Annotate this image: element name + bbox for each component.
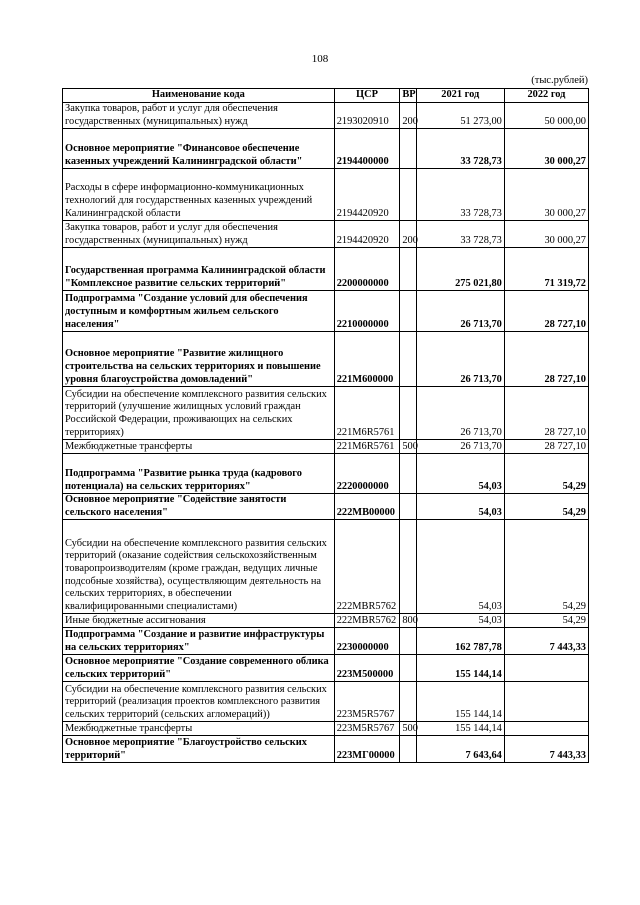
cell-y2022: 54,29 (504, 454, 588, 494)
units-label: (тыс.рублей) (531, 75, 588, 86)
cell-csr: 2210000000 (334, 291, 400, 332)
cell-vr (400, 628, 416, 655)
cell-name: Межбюджетные трансферты (63, 722, 335, 736)
cell-vr (400, 494, 416, 520)
table-header-row (63, 89, 589, 103)
cell-y2022 (504, 722, 588, 736)
cell-vr (400, 332, 416, 387)
cell-csr: 2194400000 (334, 129, 400, 169)
cell-name: Основное мероприятие "Создание современного облика сельских территорий" (63, 655, 335, 682)
cell-name: Расходы в сфере информационно-коммуникационных технологий для государственных казенных учреждений Калининградской области (63, 169, 335, 221)
cell-y2022: 54,29 (504, 520, 588, 614)
cell-csr: 223М5R5767 (334, 682, 400, 722)
table-row (63, 103, 589, 129)
table-row (63, 332, 589, 387)
cell-y2021: 155 144,14 (416, 682, 504, 722)
cell-vr (400, 169, 416, 221)
cell-vr (400, 655, 416, 682)
cell-vr: 500 (400, 440, 416, 454)
cell-vr: 200 (400, 221, 416, 248)
cell-y2021: 275 021,80 (416, 248, 504, 291)
cell-vr (400, 248, 416, 291)
cell-name: Основное мероприятие "Благоустройство сельских территорий" (63, 736, 335, 763)
cell-vr (400, 682, 416, 722)
cell-name: Основное мероприятие "Содействие занятости сельского населения" (63, 494, 335, 520)
cell-csr: 2200000000 (334, 248, 400, 291)
cell-y2021: 155 144,14 (416, 655, 504, 682)
cell-vr: 800 (400, 614, 416, 628)
cell-csr: 2193020910 (334, 103, 400, 129)
cell-csr: 2220000000 (334, 454, 400, 494)
cell-y2021: 51 273,00 (416, 103, 504, 129)
table-row (63, 291, 589, 332)
cell-name: Основное мероприятие "Развитие жилищного строительства на сельских территориях и повышение уровня благоустройства домовладений" (63, 332, 335, 387)
table-row (63, 387, 589, 440)
cell-y2021: 54,03 (416, 454, 504, 494)
header-2022: 2022 год (504, 89, 588, 103)
cell-csr: 223МГ00000 (334, 736, 400, 763)
cell-name: Субсидии на обеспечение комплексного развития сельских территорий (реализация проектов комплексного развития сельских территорий (сельских агломераций)) (63, 682, 335, 722)
cell-y2022: 54,29 (504, 614, 588, 628)
cell-name: Закупка товаров, работ и услуг для обеспечения государственных (муниципальных) нужд (63, 221, 335, 248)
cell-csr: 2194420920 (334, 221, 400, 248)
cell-y2021: 33 728,73 (416, 169, 504, 221)
cell-name: Подпрограмма "Развитие рынка труда (кадрового потенциала) на сельских территориях" (63, 454, 335, 494)
cell-csr: 221М600000 (334, 332, 400, 387)
table-row (63, 722, 589, 736)
table-row (63, 628, 589, 655)
cell-name: Субсидии на обеспечение комплексного развития сельских территорий (улучшение жилищных условий граждан Российской Федерации, проживающих на сельских территориях) (63, 387, 335, 440)
table-row (63, 221, 589, 248)
cell-csr: 221М6R5761 (334, 387, 400, 440)
cell-y2022: 30 000,27 (504, 169, 588, 221)
cell-y2021: 155 144,14 (416, 722, 504, 736)
header-csr: ЦСР (334, 89, 400, 103)
cell-name: Межбюджетные трансферты (63, 440, 335, 454)
cell-y2022: 30 000,27 (504, 129, 588, 169)
cell-vr (400, 387, 416, 440)
cell-y2021: 33 728,73 (416, 221, 504, 248)
cell-y2021: 33 728,73 (416, 129, 504, 169)
table-row (63, 248, 589, 291)
cell-y2021: 54,03 (416, 520, 504, 614)
table-row (63, 682, 589, 722)
cell-csr: 222МВ00000 (334, 494, 400, 520)
cell-y2021: 162 787,78 (416, 628, 504, 655)
cell-vr (400, 291, 416, 332)
cell-y2022: 28 727,10 (504, 440, 588, 454)
table-row (63, 454, 589, 494)
cell-y2022: 30 000,27 (504, 221, 588, 248)
cell-csr: 222МВR5762 (334, 520, 400, 614)
cell-y2022 (504, 655, 588, 682)
table-row (63, 520, 589, 614)
cell-y2022: 28 727,10 (504, 387, 588, 440)
header-2021: 2021 год (416, 89, 504, 103)
cell-vr (400, 520, 416, 614)
cell-name: Подпрограмма "Создание и развитие инфраструктуры на сельских территориях" (63, 628, 335, 655)
cell-y2022: 7 443,33 (504, 628, 588, 655)
cell-y2021: 26 713,70 (416, 291, 504, 332)
cell-csr: 2230000000 (334, 628, 400, 655)
cell-y2022: 71 319,72 (504, 248, 588, 291)
table-row (63, 129, 589, 169)
cell-y2022: 7 443,33 (504, 736, 588, 763)
cell-y2022: 28 727,10 (504, 291, 588, 332)
cell-csr: 223М500000 (334, 655, 400, 682)
cell-csr: 223М5R5767 (334, 722, 400, 736)
cell-y2021: 54,03 (416, 494, 504, 520)
cell-csr: 222МВR5762 (334, 614, 400, 628)
cell-name: Субсидии на обеспечение комплексного развития сельских территорий (оказание содействия сельскохозяйственным товаропроизводителям (кроме граждан, ведущих личные подсобные хозяйства), осуществляющим деятельность на сельских территориях, в обеспечении квалифицированными специалистами) (63, 520, 335, 614)
cell-vr: 200 (400, 103, 416, 129)
cell-vr (400, 454, 416, 494)
cell-name: Иные бюджетные ассигнования (63, 614, 335, 628)
cell-name: Основное мероприятие "Финансовое обеспечение казенных учреждений Калининградской области" (63, 129, 335, 169)
table-row (63, 655, 589, 682)
cell-csr: 221М6R5761 (334, 440, 400, 454)
table-row (63, 494, 589, 520)
page-number: 108 (311, 53, 329, 65)
table-row (63, 440, 589, 454)
cell-y2022: 28 727,10 (504, 332, 588, 387)
cell-vr (400, 736, 416, 763)
cell-name: Подпрограмма "Создание условий для обеспечения доступным и комфортным жильем сельского населения" (63, 291, 335, 332)
cell-y2022: 50 000,00 (504, 103, 588, 129)
cell-y2021: 26 713,70 (416, 332, 504, 387)
cell-name: Закупка товаров, работ и услуг для обеспечения государственных (муниципальных) нужд (63, 103, 335, 129)
header-name: Наименование кода (63, 89, 335, 103)
cell-y2022 (504, 682, 588, 722)
cell-vr: 500 (400, 722, 416, 736)
cell-y2021: 26 713,70 (416, 387, 504, 440)
table-row (63, 169, 589, 221)
cell-csr: 2194420920 (334, 169, 400, 221)
cell-vr (400, 129, 416, 169)
table-row (63, 614, 589, 628)
header-vr: ВР (400, 89, 416, 103)
cell-y2022: 54,29 (504, 494, 588, 520)
cell-y2021: 26 713,70 (416, 440, 504, 454)
cell-name: Государственная программа Калининградской области "Комплексное развитие сельских территорий" (63, 248, 335, 291)
table-row (63, 736, 589, 763)
budget-table (62, 88, 589, 763)
cell-y2021: 7 643,64 (416, 736, 504, 763)
cell-y2021: 54,03 (416, 614, 504, 628)
